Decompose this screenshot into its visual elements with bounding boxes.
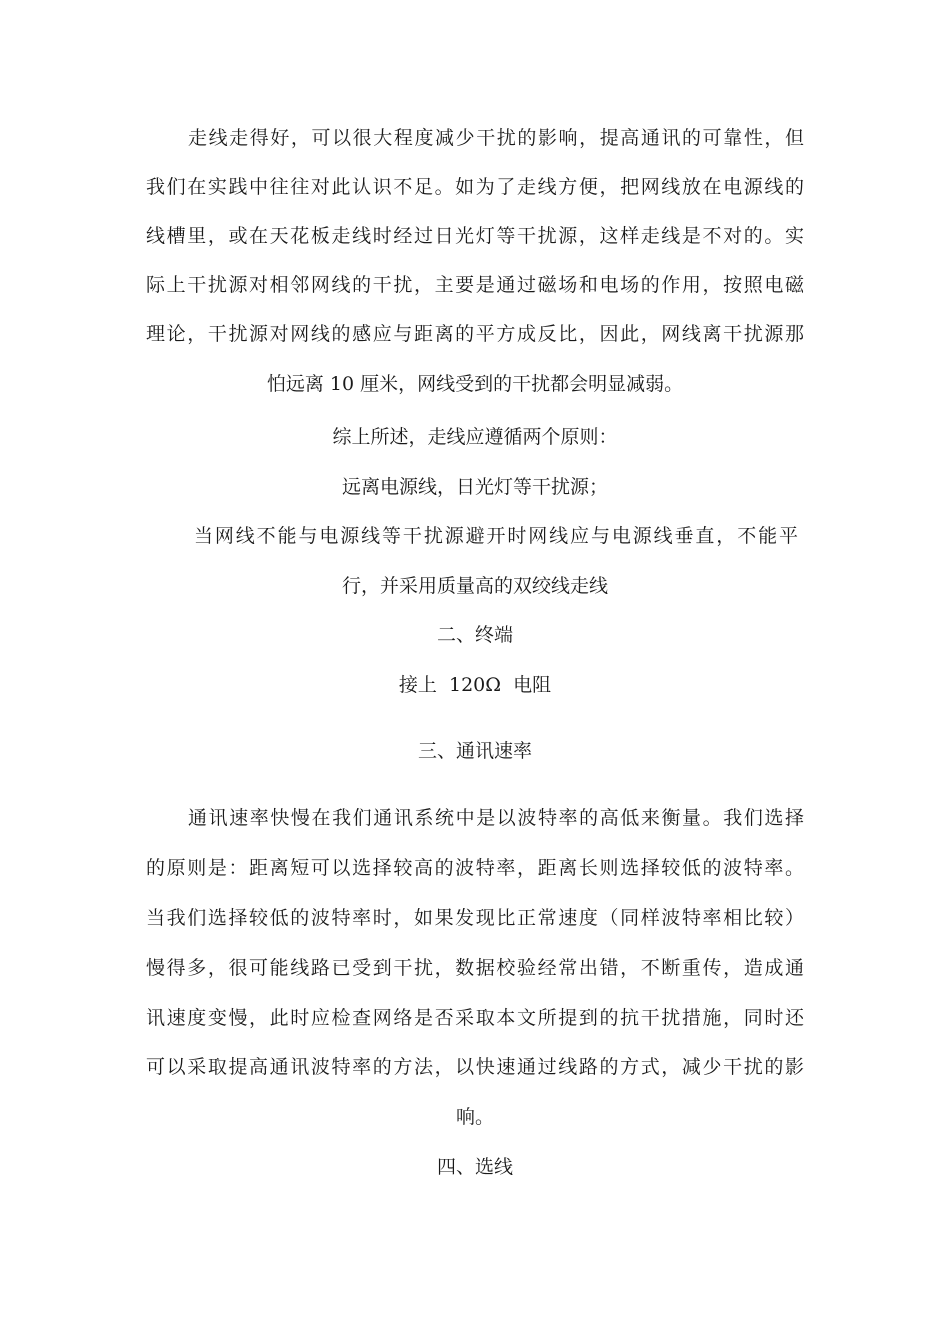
- paragraph-1-line-6: 怕远离 10 厘米，网线受到的干扰都会明显减弱。: [266, 373, 684, 395]
- section-3-line-3: 当我们选择较低的波特率时，如果发现比正常速度（同样波特率相比较）: [146, 907, 804, 929]
- section-2-heading: 二、终端: [436, 624, 513, 646]
- paragraph-1-line-4: 际上干扰源对相邻网线的干扰，主要是通过磁场和电场的作用，按照电磁: [146, 274, 804, 296]
- paragraph-1-line-1: 走线走得好，可以很大程度减少干扰的影响，提高通讯的可靠性，但: [188, 127, 804, 149]
- section-3-line-6: 可以采取提高通讯波特率的方法，以快速通过线路的方式，减少干扰的影: [146, 1056, 804, 1078]
- principle-1-text: 远离电源线，日光灯等干扰源；: [341, 476, 608, 498]
- section-2-body: 接上 120Ω 电阻: [398, 674, 552, 696]
- summary-text: 综上所述，走线应遵循两个原则：: [332, 426, 618, 448]
- section-3-line-7: 响。: [455, 1106, 494, 1128]
- principle-2-line-1: 当网线不能与电源线等干扰源避开时网线应与电源线垂直，不能平: [194, 525, 798, 547]
- section-3-line-5: 讯速度变慢，此时应检查网络是否采取本文所提到的抗干扰措施，同时还: [146, 1007, 804, 1029]
- paragraph-1-line-3: 线槽里，或在天花板走线时经过日光灯等干扰源，这样走线是不对的。实: [146, 225, 804, 247]
- section-3-line-4: 慢得多，很可能线路已受到干扰，数据校验经常出错，不断重传，造成通: [146, 957, 804, 979]
- section-3-line-2: 的原则是：距离短可以选择较高的波特率，距离长则选择较低的波特率。: [146, 857, 804, 879]
- section-4-heading: 四、选线: [436, 1156, 513, 1178]
- section-3-heading: 三、通讯速率: [417, 740, 532, 762]
- section-3-line-1: 通讯速率快慢在我们通讯系统中是以波特率的高低来衡量。我们选择: [188, 807, 804, 829]
- paragraph-1-line-2: 我们在实践中往往对此认识不足。如为了走线方便，把网线放在电源线的: [146, 176, 804, 198]
- paragraph-1-line-5: 理论，干扰源对网线的感应与距离的平方成反比，因此，网线离干扰源那: [146, 323, 804, 345]
- principle-2-line-2: 行，并采用质量高的双绞线走线: [341, 575, 608, 597]
